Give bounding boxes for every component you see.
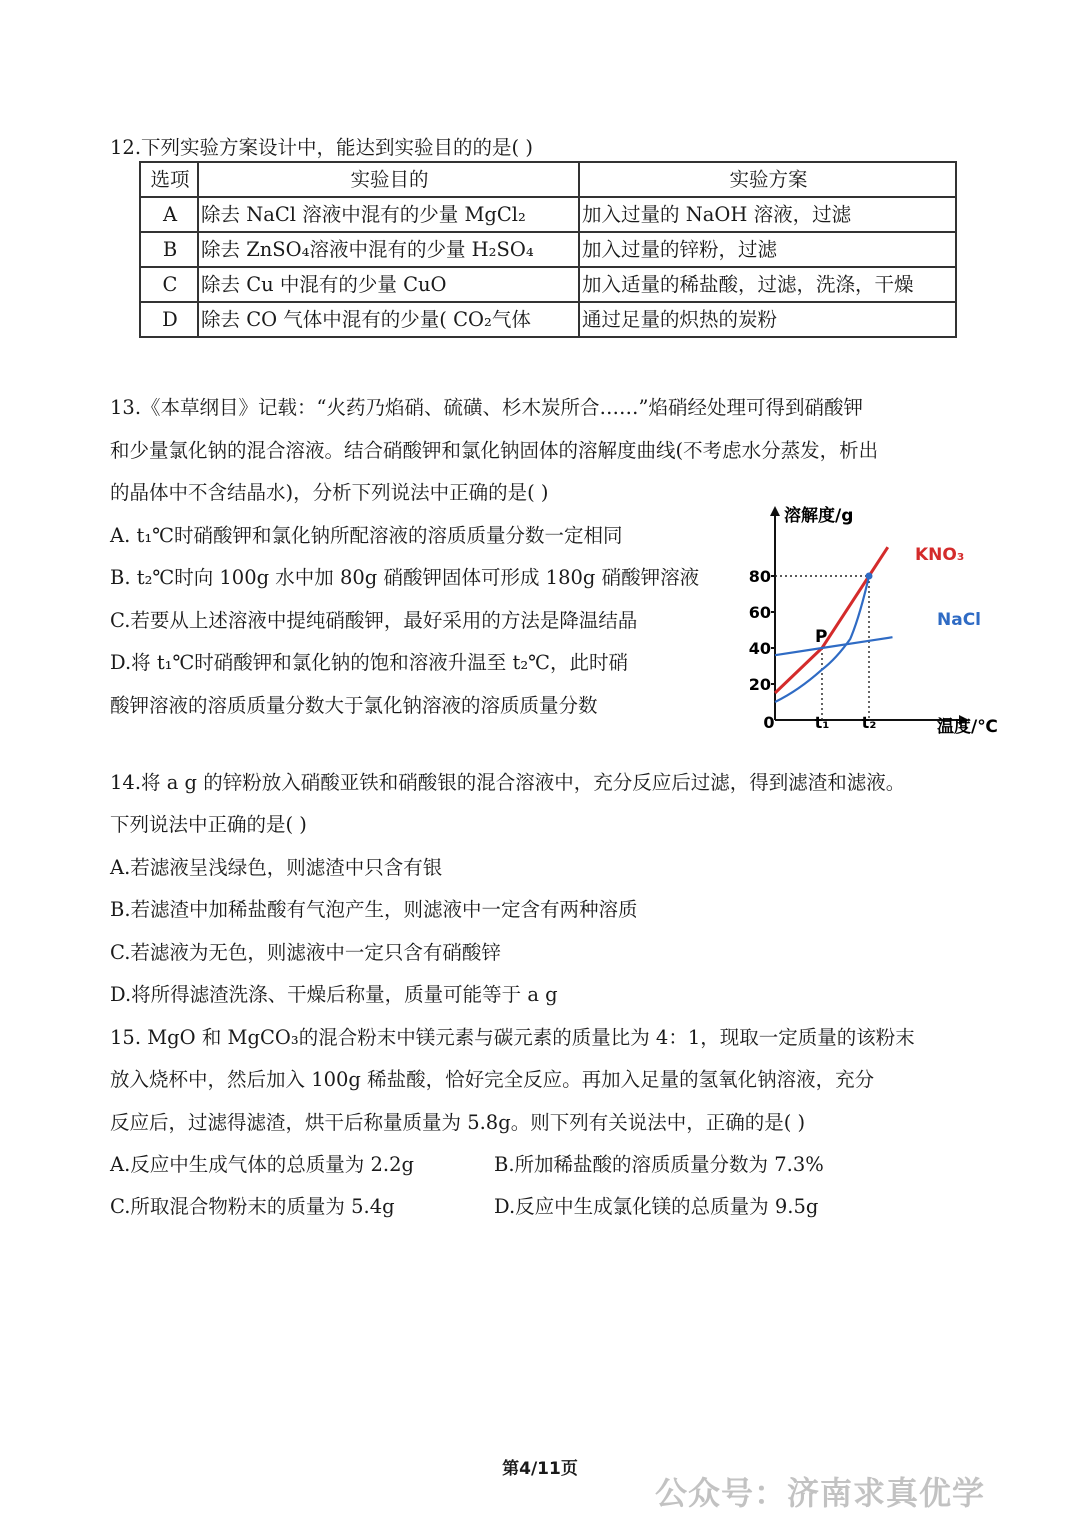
y-axis-label: 溶解度/g — [784, 506, 854, 526]
kno3-red-curve — [775, 547, 888, 693]
q15-line-3: 反应后，过滤得滤渣，烘干后称量质量为 5.8g。则下列有关说法中，正确的是( ) — [110, 1111, 806, 1134]
row-purpose: 除去 ZnSO₄溶液中混有的少量 H₂SO₄ — [198, 232, 579, 267]
header-purpose: 实验目的 — [198, 162, 579, 197]
q12-table — [139, 161, 957, 338]
header-option: 选项 — [140, 162, 198, 197]
q13-option-c: C.若要从上述溶液中提纯硝酸钾，最好采用的方法是降温结晶 — [110, 609, 638, 632]
q14-option-a: A.若滤液呈浅绿色，则滤渣中只含有银 — [110, 856, 443, 879]
row-option: A — [140, 197, 198, 232]
row-purpose: 除去 CO 气体中混有的少量( CO₂气体 — [198, 302, 579, 337]
q15-option-a: A.反应中生成气体的总质量为 2.2g — [110, 1153, 414, 1176]
row-plan: 通过足量的炽热的炭粉 — [579, 302, 956, 337]
row-option: D — [140, 302, 198, 337]
y-axis-arrow — [770, 506, 780, 516]
row-plan: 加入适量的稀盐酸，过滤，洗涤，干燥 — [579, 267, 956, 302]
row-plan: 加入过量的锌粉，过滤 — [579, 232, 956, 267]
y-tick-label: 80 — [748, 567, 771, 586]
row-plan: 加入过量的 NaOH 溶液，过滤 — [579, 197, 956, 232]
q15-option-d: D.反应中生成氯化镁的总质量为 9.5g — [494, 1195, 819, 1218]
row-purpose: 除去 NaCl 溶液中混有的少量 MgCl₂ — [198, 197, 579, 232]
y-tick-label: 20 — [748, 675, 771, 694]
row-option: C — [140, 267, 198, 302]
q13-option-d: D.将 t₁℃时硝酸钾和氯化钠的饱和溶液升温至 t₂℃，此时硝 — [110, 651, 628, 674]
x-tick-t2: t₂ — [861, 713, 877, 732]
kno3-t2-point — [866, 573, 873, 580]
watermark: 公众号：济南求真优学 — [655, 1474, 986, 1512]
q13-line-2: 和少量氯化钠的混合溶液。结合硝酸钾和氯化钠固体的溶解度曲线(不考虑水分蒸发，析出 — [110, 439, 879, 462]
q13-line-3: 的晶体中不含结晶水)，分析下列说法中正确的是( ) — [110, 481, 549, 504]
x-axis-label: 温度/℃ — [937, 717, 998, 737]
y-tick-label: 60 — [748, 603, 771, 622]
row-purpose: 除去 Cu 中混有的少量 CuO — [198, 267, 579, 302]
q15-line-1: 15. MgO 和 MgCO₃的混合粉末中镁元素与碳元素的质量比为 4：1，现取一定质量的该粉末 — [110, 1026, 915, 1049]
q15-line-2: 放入烧杯中，然后加入 100g 稀盐酸，恰好完全反应。再加入足量的氢氧化钠溶液，充分 — [110, 1068, 875, 1091]
q14-option-d: D.将所得滤渣洗涤、干燥后称量，质量可能等于 a g — [110, 983, 558, 1006]
curves — [775, 547, 893, 702]
row-option: B — [140, 232, 198, 267]
header-plan: 实验方案 — [579, 162, 956, 197]
table-row — [140, 302, 956, 337]
intersection-label: P — [815, 627, 828, 647]
table-row — [140, 232, 956, 267]
y-ticks — [749, 567, 771, 694]
nacl-curve — [775, 637, 893, 655]
q13-option-b: B. t₂℃时向 100g 水中加 80g 硝酸钾固体可形成 180g 硝酸钾溶液 — [110, 566, 700, 589]
q12-stem: 12.下列实验方案设计中，能达到实验目的的是( ) — [110, 136, 533, 159]
q14-line-1: 14.将 a g 的锌粉放入硝酸亚铁和硝酸银的混合溶液中，充分反应后过滤，得到滤渣和滤液。 — [110, 771, 906, 794]
q14-line-2: 下列说法中正确的是( ) — [110, 813, 307, 836]
table-row — [140, 267, 956, 302]
q15-option-c: C.所取混合物粉末的质量为 5.4g — [110, 1195, 395, 1218]
nacl-curve-label: NaCl — [937, 610, 982, 630]
solubility-chart — [745, 500, 1015, 740]
y-tick-label: 40 — [748, 639, 771, 658]
table-row — [140, 197, 956, 232]
origin-label: 0 — [763, 713, 775, 732]
kno3-curve-label: KNO₃ — [915, 545, 965, 565]
q13-line-1: 13.《本草纲目》记载：“火药乃焰硝、硫磺、杉木炭所合……”焰硝经处理可得到硝酸钾 — [110, 396, 863, 419]
q13-option-d-cont: 酸钾溶液的溶质质量分数大于氯化钠溶液的溶质质量分数 — [110, 694, 598, 717]
table-header-row — [140, 162, 956, 197]
q15-option-b: B.所加稀盐酸的溶质质量分数为 7.3% — [494, 1153, 824, 1176]
x-tick-t1: t₁ — [814, 713, 830, 732]
q14-option-b: B.若滤渣中加稀盐酸有气泡产生，则滤液中一定含有两种溶质 — [110, 898, 638, 921]
q13-option-a: A. t₁℃时硝酸钾和氯化钠所配溶液的溶质质量分数一定相同 — [110, 524, 623, 547]
page-number: 第4/11页 — [502, 1459, 578, 1479]
q14-option-c: C.若滤液为无色，则滤液中一定只含有硝酸锌 — [110, 941, 501, 964]
